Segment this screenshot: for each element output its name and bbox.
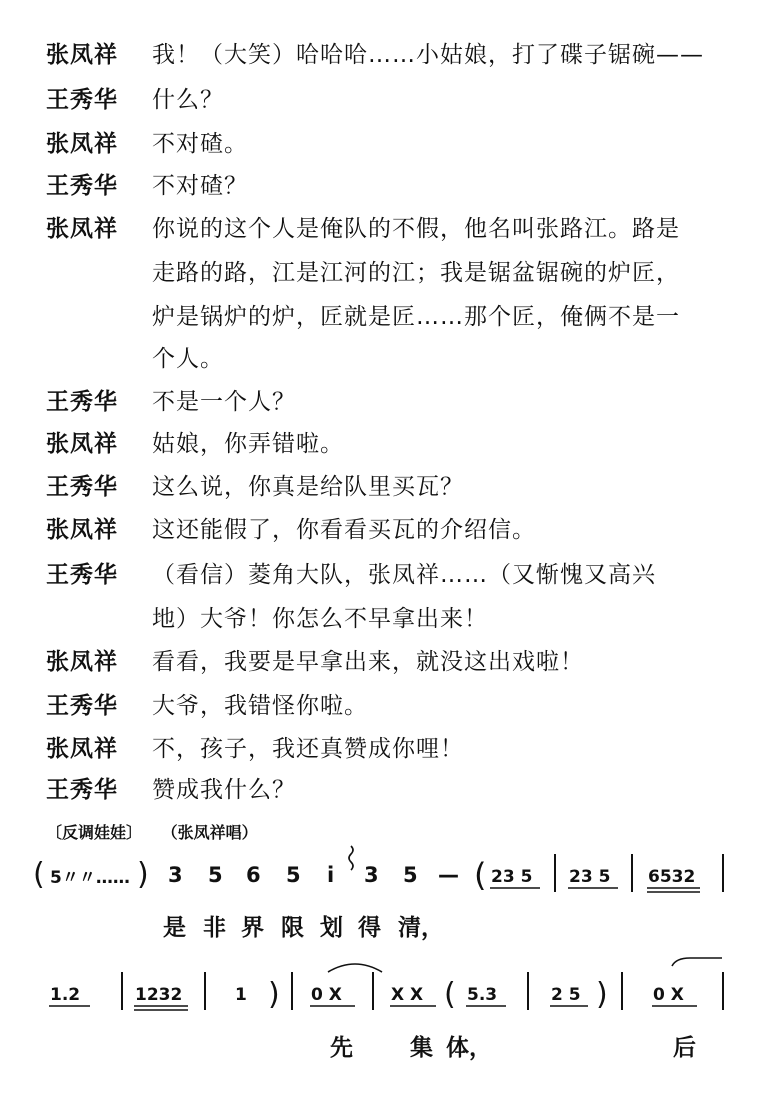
lyric-char: 得: [358, 915, 381, 941]
paren-open: (: [474, 856, 487, 894]
note-group: X X: [391, 985, 424, 1005]
note-group: 1.2: [50, 985, 81, 1005]
note-group: 1232: [135, 985, 183, 1005]
note: 3: [364, 863, 379, 887]
speaker-name: 张凤祥: [46, 216, 118, 242]
speaker-name: 王秀华: [46, 87, 118, 113]
speaker-name: 张凤祥: [46, 736, 118, 762]
paren-close: ): [137, 857, 149, 892]
note: 5: [403, 863, 418, 887]
dialogue-text: 不对碴？: [152, 173, 248, 199]
speaker-name: 王秀华: [46, 777, 118, 803]
dialogue-text: （看信）菱角大队，张凤祥……（又惭愧又高兴: [152, 562, 656, 588]
dialogue-text: 不对碴。: [152, 131, 248, 157]
speaker-name: 王秀华: [46, 389, 118, 415]
lyric-char: 先: [330, 1035, 353, 1061]
lyric-char: 是: [163, 915, 186, 941]
speaker-name: 王秀华: [46, 474, 118, 500]
dialogue-text: 姑娘，你弄错啦。: [152, 431, 344, 457]
note-group: 0 X: [311, 985, 342, 1005]
dialogue-continuation: 地）大爷！你怎么不早拿出来！: [152, 606, 488, 632]
speaker-name: 王秀华: [46, 693, 118, 719]
note-group: 2 5: [551, 985, 581, 1005]
speaker-name: 张凤祥: [46, 431, 118, 457]
lyric-char: 清，: [398, 915, 444, 941]
dialogue-text: 这么说，你真是给队里买瓦？: [152, 474, 464, 500]
dialogue-continuation: 炉是锅炉的炉，匠就是匠……那个匠，俺俩不是一: [152, 304, 680, 330]
paren-open: (: [33, 857, 45, 892]
speaker-name: 张凤祥: [46, 131, 118, 157]
note-group: 23 5: [491, 867, 533, 887]
dialogue-text: 你说的这个人是俺队的不假，他名叫张路江。路是: [152, 216, 680, 242]
note: 3: [168, 863, 183, 887]
speaker-name: 张凤祥: [46, 42, 118, 68]
dialogue-text: 赞成我什么？: [152, 777, 296, 803]
lyric-char: 限: [281, 915, 304, 941]
lyric-char: 界: [241, 915, 264, 941]
dash: —: [438, 863, 459, 887]
note: 5: [208, 863, 223, 887]
speaker-name: 张凤祥: [46, 649, 118, 675]
speaker-name: 王秀华: [46, 173, 118, 199]
intro-note: 5〃〃……: [50, 868, 130, 888]
note: 5: [286, 863, 301, 887]
lyric-char: 划: [320, 915, 343, 941]
lyric-char: 后: [673, 1035, 696, 1061]
note: 6: [246, 863, 261, 887]
dialogue-text: 不是一个人？: [152, 389, 296, 415]
dialogue-text: 我！（大笑）哈哈哈……小姑娘，打了碟子锯碗——: [152, 42, 704, 68]
dialogue-text: 什么？: [152, 87, 224, 113]
dialogue-text: 看看，我要是早拿出来，就没这出戏啦！: [152, 649, 584, 675]
tune-name: 〔反调娃娃〕: [46, 823, 143, 842]
singer-note: （张凤祥唱）: [161, 823, 258, 842]
note-group: 23 5: [569, 867, 611, 887]
paren-close: ): [268, 977, 280, 1012]
speaker-name: 张凤祥: [46, 517, 118, 543]
note: 1: [235, 985, 247, 1005]
paren-close: ): [596, 977, 608, 1012]
dialogue-continuation: 走路的路，江是江河的江；我是锯盆锯碗的炉匠，: [152, 260, 680, 286]
dialogue-text: 这还能假了，你看看买瓦的介绍信。: [152, 517, 536, 543]
lyric-char: 集: [410, 1035, 433, 1061]
dialogue-continuation: 个人。: [152, 346, 224, 372]
lyric-char: 非: [203, 915, 226, 941]
note: i: [327, 863, 335, 887]
note-group: 6532: [648, 867, 696, 887]
lyric-char: 体，: [446, 1035, 492, 1061]
dialogue-text: 不，孩子，我还真赞成你哩！: [152, 736, 464, 762]
grace-mark: [349, 846, 353, 870]
note-group: 0 X: [653, 985, 684, 1005]
speaker-name: 王秀华: [46, 562, 118, 588]
paren-open: (: [444, 977, 456, 1012]
dialogue-text: 大爷，我错怪你啦。: [152, 693, 368, 719]
slur: [672, 958, 722, 966]
slur: [328, 964, 382, 972]
note-group: 5.3: [467, 985, 498, 1005]
